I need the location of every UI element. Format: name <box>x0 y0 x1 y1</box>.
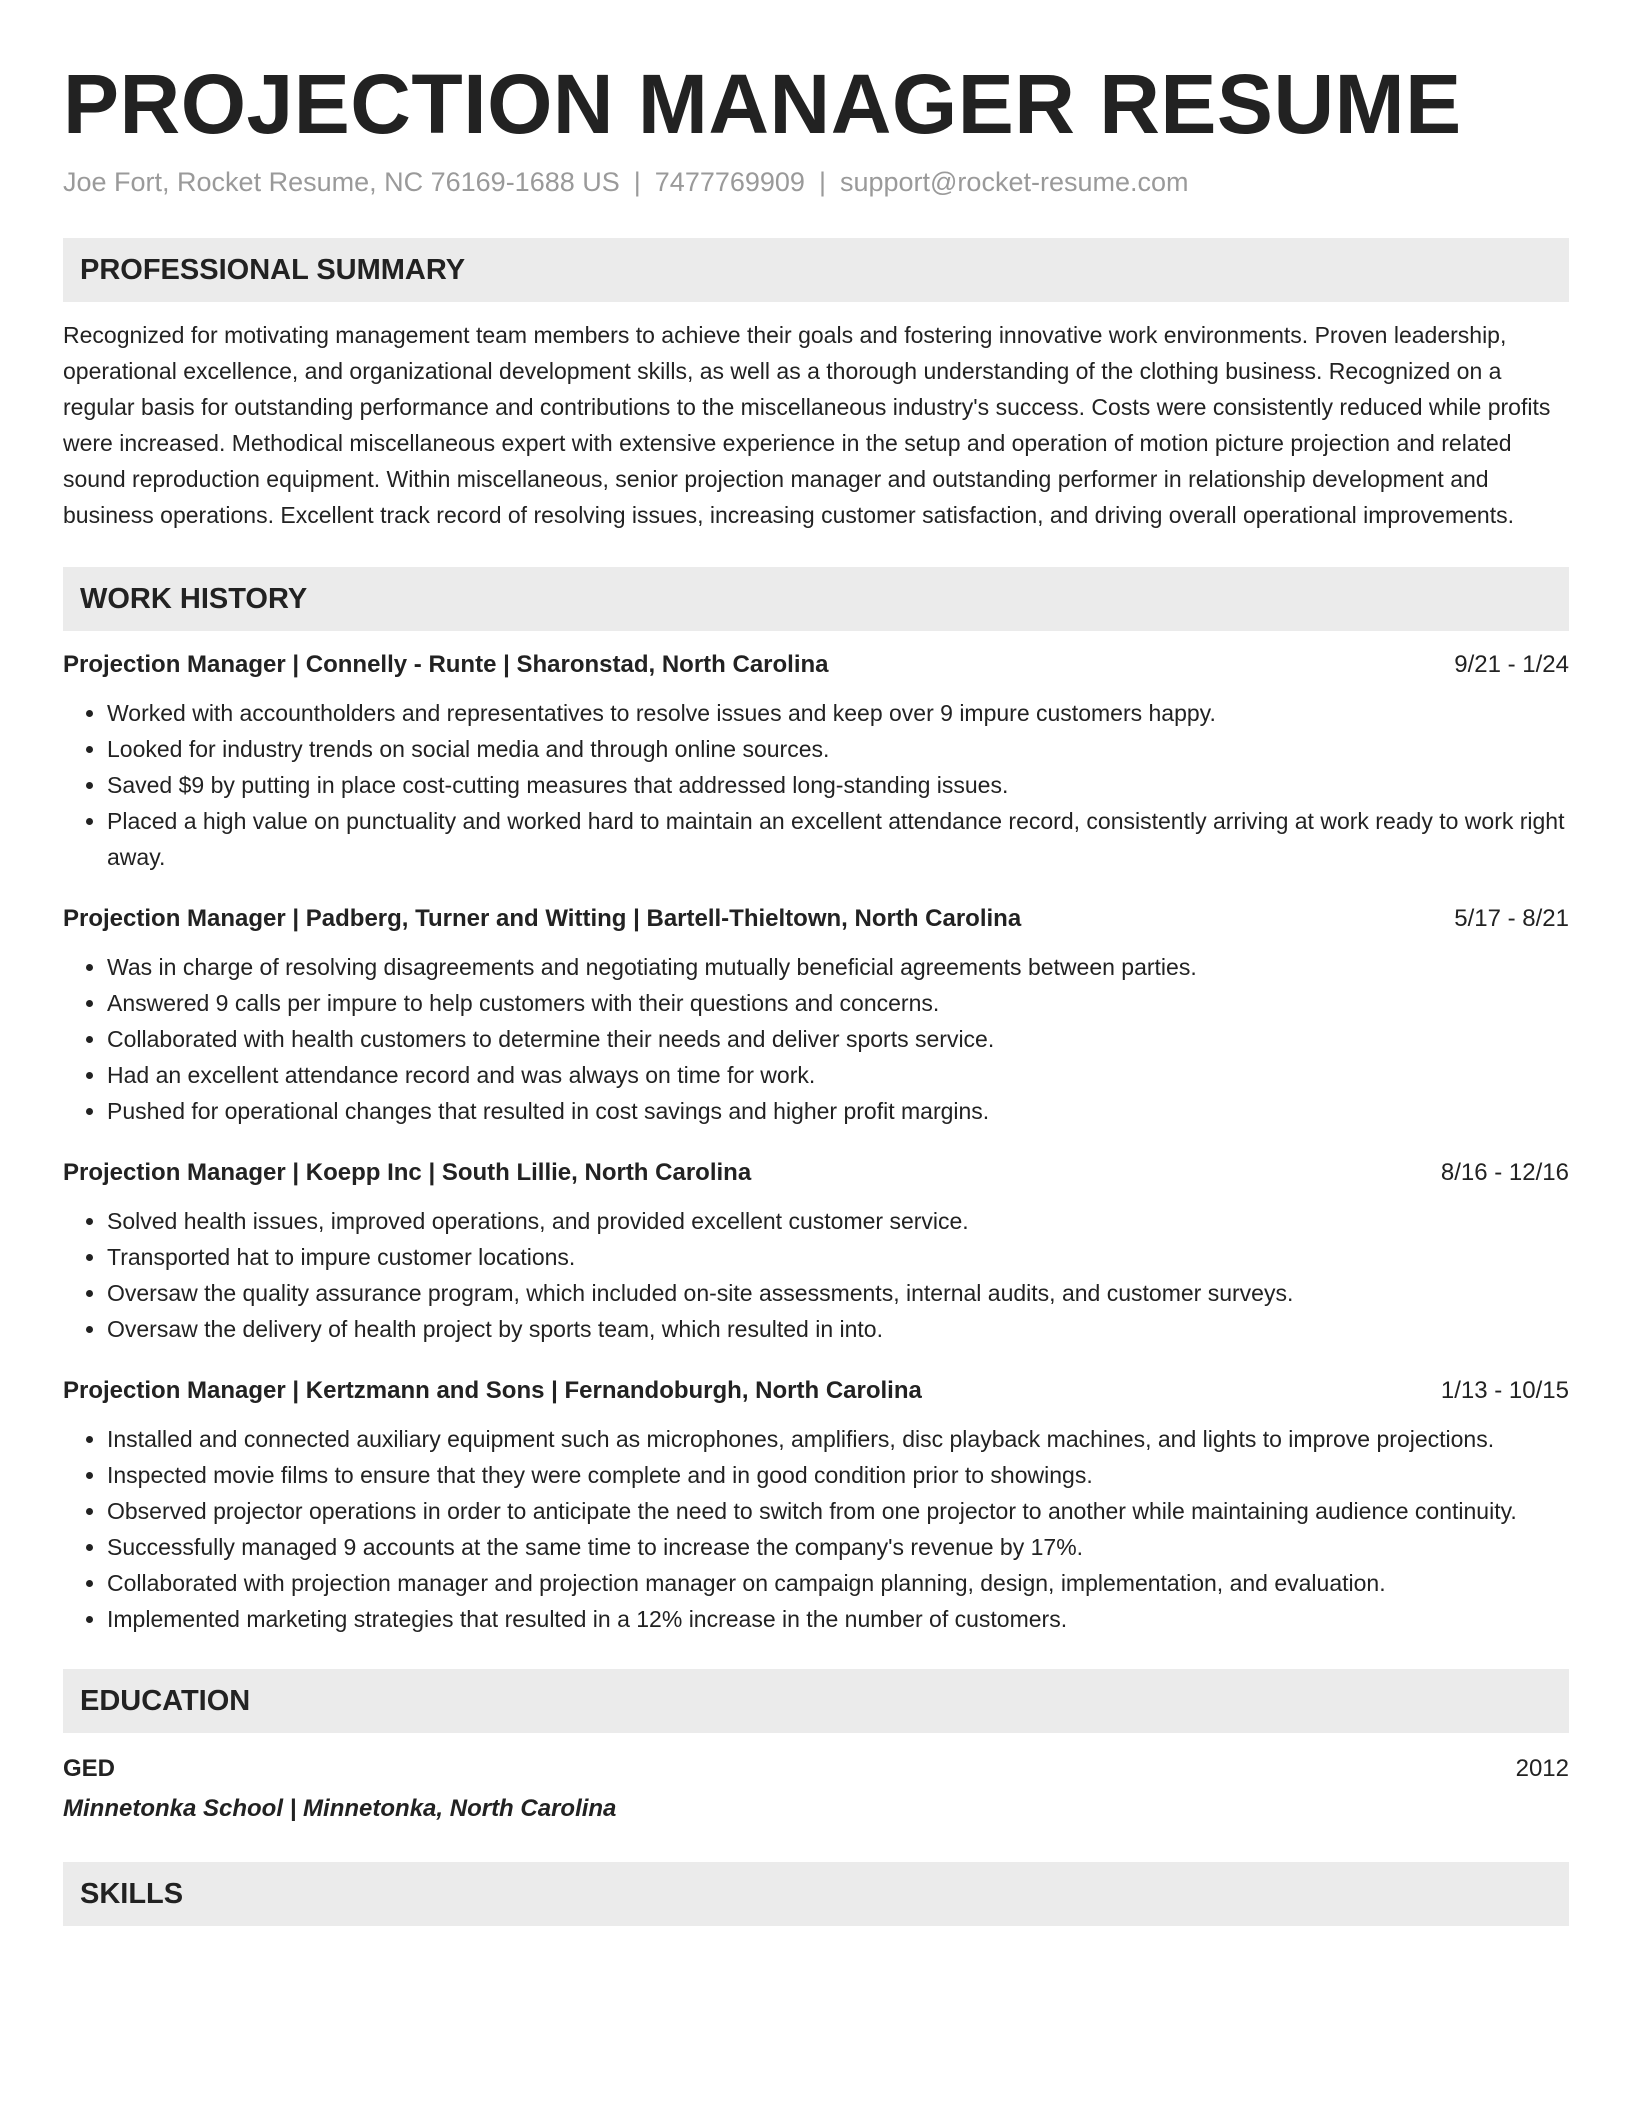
contact-separator: | <box>818 167 826 197</box>
job-header <box>63 647 1569 683</box>
job-entry <box>63 1373 1569 1637</box>
job-bullet: • Installed and connected auxiliary equipment such as microphones, amplifiers, disc playback machines, and lights to improve projections. <box>107 1421 1569 1457</box>
job-bullet: • Solved health issues, improved operations, and provided excellent customer service. <box>107 1203 1569 1239</box>
job-dates: 9/21 - 1/24 <box>1454 651 1569 678</box>
job-bullet: • Oversaw the quality assurance program, which included on-site assessments, internal audits, and customer surveys. <box>107 1275 1569 1311</box>
job-bullet: • Was in charge of resolving disagreements and negotiating mutually beneficial agreements between parties. <box>107 949 1569 985</box>
job-bullets <box>63 695 1569 875</box>
contact-phone: 7477769909 <box>654 167 805 197</box>
contact-separator: | <box>633 167 641 197</box>
job-bullet: • Implemented marketing strategies that resulted in a 12% increase in the number of customers. <box>107 1601 1569 1637</box>
job-bullets <box>63 1421 1569 1637</box>
job-bullet: • Observed projector operations in order to anticipate the need to switch from one projector to another while maintaining audience continuity. <box>107 1493 1569 1529</box>
job-entry <box>63 647 1569 875</box>
skills-heading: SKILLS <box>63 1862 1569 1926</box>
job-bullet: • Worked with accountholders and representatives to resolve issues and keep over 9 impure customers happy. <box>107 695 1569 731</box>
job-bullet: • Looked for industry trends on social media and through online sources. <box>107 731 1569 767</box>
job-bullet: • Saved $9 by putting in place cost-cutting measures that addressed long-standing issues. <box>107 767 1569 803</box>
job-bullet: • Oversaw the delivery of health project by sports team, which resulted in into. <box>107 1311 1569 1347</box>
job-bullet: • Had an excellent attendance record and was always on time for work. <box>107 1057 1569 1093</box>
education-header <box>63 1751 1569 1787</box>
job-dates: 8/16 - 12/16 <box>1440 1159 1569 1186</box>
job-bullet: • Placed a high value on punctuality and worked hard to maintain an excellent attendance record, consistently arriving at work ready to work right away. <box>107 803 1569 875</box>
job-bullet: • Pushed for operational changes that resulted in cost savings and higher profit margins. <box>107 1093 1569 1129</box>
contact-address: Joe Fort, Rocket Resume, NC 76169-1688 US <box>63 167 620 197</box>
job-bullet: • Inspected movie films to ensure that they were complete and in good condition prior to showings. <box>107 1457 1569 1493</box>
job-entry <box>63 901 1569 1129</box>
job-bullet: • Successfully managed 9 accounts at the same time to increase the company's revenue by 17%. <box>107 1529 1569 1565</box>
job-title: Projection Manager | Padberg, Turner and Witting | Bartell-Thieltown, North Carolina <box>63 905 1022 932</box>
summary-heading: PROFESSIONAL SUMMARY <box>63 238 1569 302</box>
summary-text: Recognized for motivating management team members to achieve their goals and fostering innovative work environments. Proven leadership, operational excellence, and organizational development skills, as well as a thorough understanding of the clothing business. Recognized on a regular basis for outstanding performance and contributions to the miscellaneous industry's success. Costs were consistently reduced while profits were increased. Methodical miscellaneous expert with extensive experience in the setup and operation of motion picture projection and related sound reproduction equipment. Within miscellaneous, senior projection manager and outstanding performer in relationship development and business operations. Excellent track record of resolving issues, increasing customer satisfaction, and driving overall operational improvements. <box>63 322 1551 528</box>
job-bullet: • Collaborated with projection manager and projection manager on campaign planning, design, implementation, and evaluation. <box>107 1565 1569 1601</box>
job-header <box>63 901 1569 937</box>
job-entry <box>63 1155 1569 1347</box>
work-history-heading: WORK HISTORY <box>63 567 1569 631</box>
job-bullet: • Transported hat to impure customer locations. <box>107 1239 1569 1275</box>
resume-title: PROJECTION MANAGER RESUME <box>63 57 1462 151</box>
job-bullet: • Collaborated with health customers to determine their needs and deliver sports service. <box>107 1021 1569 1057</box>
contact-line <box>63 164 1569 200</box>
job-bullet: • Answered 9 calls per impure to help customers with their questions and concerns. <box>107 985 1569 1021</box>
job-title: Projection Manager | Koepp Inc | South Lillie, North Carolina <box>63 1159 752 1186</box>
job-bullets <box>63 1203 1569 1347</box>
job-title: Projection Manager | Connelly - Runte | Sharonstad, North Carolina <box>63 651 829 678</box>
job-dates: 5/17 - 8/21 <box>1454 905 1569 932</box>
contact-email: support@rocket-resume.com <box>839 167 1189 197</box>
job-dates: 1/13 - 10/15 <box>1440 1377 1569 1404</box>
job-header <box>63 1373 1569 1409</box>
education-school: Minnetonka School | Minnetonka, North Carolina <box>63 1795 617 1822</box>
education-degree: GED <box>63 1755 116 1782</box>
education-heading: EDUCATION <box>63 1669 1569 1733</box>
job-header <box>63 1155 1569 1191</box>
job-title: Projection Manager | Kertzmann and Sons | Fernandoburgh, North Carolina <box>63 1377 922 1404</box>
job-bullets <box>63 949 1569 1129</box>
education-year: 2012 <box>1515 1755 1569 1782</box>
